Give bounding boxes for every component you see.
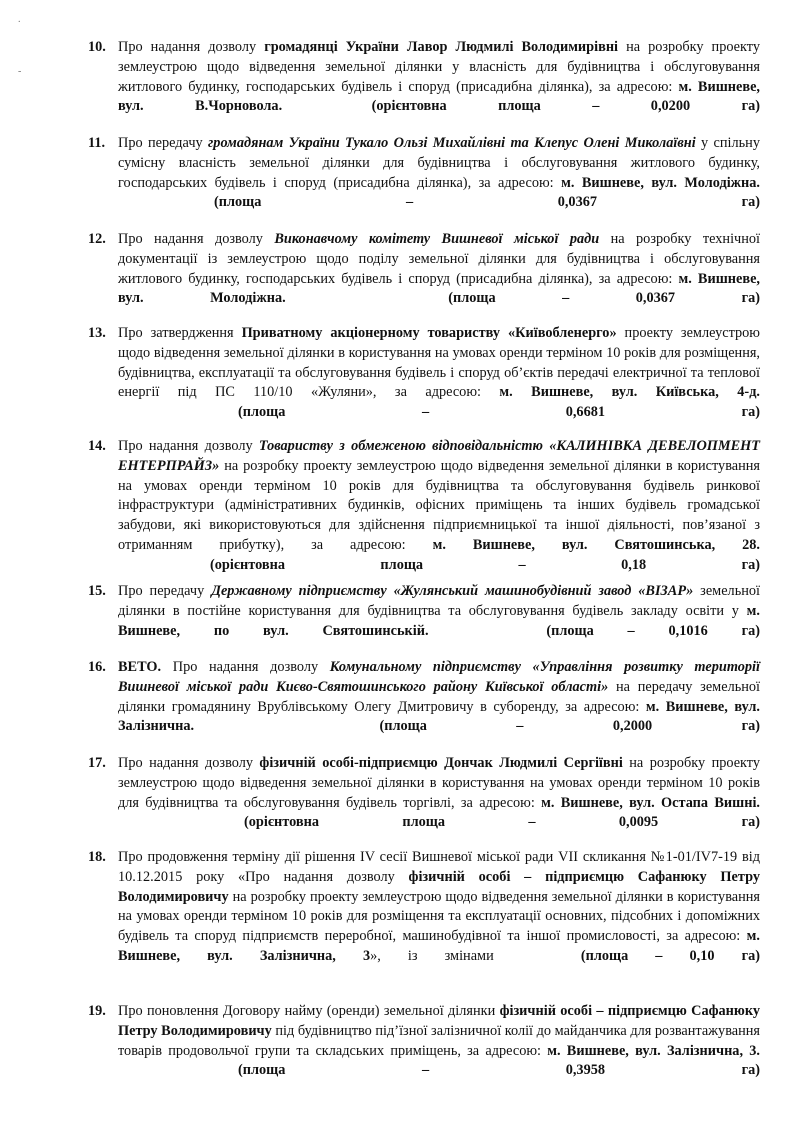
item-text: Про продовження терміну дії рішення IV сесії Вишневої міської ради VII скликання №1-01/IV7-19 від 10.12.2015 року «Про надання дозволу	[118, 849, 760, 885]
item-address: м. Вишневе, вул. Київська, 4-д.	[499, 384, 760, 401]
item-number: 13.	[88, 325, 106, 341]
item-text: під будівництво під’їзної залізничної колії до майданчика для розвантажування товарів продовольчої групи та складських приміщень, за адресою:	[118, 1022, 760, 1059]
item-text: », із змінами	[370, 947, 494, 964]
item-recipient: Державному підприємству «Жулянський машинобудівний завод «ВІЗАР»	[211, 583, 694, 599]
item-number: 16.	[88, 659, 106, 675]
item-area: (площа – 0,3958 га)	[238, 1062, 760, 1079]
item-recipient: Приватному акціонерному товариству «Київобленерго»	[241, 325, 617, 341]
item-address: м. Вишневе, вул. Молодіжна.	[118, 270, 760, 307]
item-text: Про надання дозволу	[118, 39, 265, 55]
item-area: (орієнтовна площа – 0,0200 га)	[371, 98, 760, 115]
item-area: (площа – 0,0367 га)	[214, 194, 760, 211]
list-item	[88, 658, 760, 737]
item-area: (площа – 0,1016 га)	[546, 622, 761, 639]
margin-mark: .	[18, 14, 21, 25]
item-text: на розробку проекту землеустрою щодо відведення земельної ділянки в користування на умовах оренди терміном 10 років для розміщення та експлуатації основних, підсобних і допоміжних будівель та споруд підприємств переробної, машинобудівної та іншої промисловості, за адресою:	[118, 888, 760, 945]
item-recipient: Виконавчому комітету Вишневої міської ради	[274, 231, 600, 247]
margin-mark: -	[18, 66, 22, 77]
item-text: Про передачу	[118, 135, 209, 151]
list-item	[88, 38, 760, 117]
item-recipient: фізичній особі-підприємцю Дончак Людмилі Сергіївні	[259, 755, 623, 771]
list-item	[88, 134, 760, 213]
item-text: на розробку проекту землеустрою щодо відведення земельної ділянки в користування на умовах оренди терміном 10 років для будівництва та обслуговування будівель ринкової інфраструктури (адміністративних будинків, офісних приміщень та інших будівель громадської забудови, які використовуються для здійснення підприємницької та іншої діяльності, пов’язаної з отриманням прибутку), за адресою:	[118, 457, 760, 553]
list-item	[88, 848, 760, 967]
item-number: 11.	[88, 135, 106, 151]
item-address: м. Вишневе, по вул. Святошинській.	[118, 602, 760, 639]
veto-label: ВЕТО.	[118, 659, 162, 675]
list-item	[88, 437, 760, 576]
list-item	[88, 582, 760, 641]
item-text: Про затвердження	[118, 325, 242, 341]
item-text: на передачу земельної ділянки громадянину Врублівському Олегу Дмитровичу в суборенду, за адресою:	[118, 678, 760, 715]
item-address: м. Вишневе, вул. Молодіжна.	[561, 174, 760, 191]
item-text: Про надання дозволу	[118, 231, 275, 247]
item-recipient: фізичній особі – підприємцю Сафанюку Петру Володимировичу	[118, 868, 760, 905]
item-address: м. Вишневе, вул. Залізнична.	[118, 698, 760, 735]
item-address: м. Вишневе, вул. Остапа Вишні.	[541, 794, 760, 811]
item-text: Про передачу	[118, 583, 212, 599]
item-text: у спільну сумісну власність земельної ділянки для будівництва і обслуговування житлового будинку, господарських будівель і споруд (присадибна ділянка), за адресою:	[118, 135, 760, 191]
item-area: (площа – 0,0367 га)	[448, 290, 760, 307]
item-area: (орієнтовна площа – 0,0095 га)	[244, 814, 760, 831]
item-area: (орієнтовна площа – 0,18 га)	[210, 556, 760, 573]
item-text: проекту землеустрою щодо відведення земельної ділянки в користування на умовах оренди терміном 10 років для розміщення, будівництва, експлуатації та обслуговування будівель і споруд об’єктів передачі електричної та теплової енергії під ПС 110/10 «Жуляни», за адресою:	[118, 325, 760, 401]
item-text: Про надання дозволу	[118, 755, 260, 771]
item-recipient: громадянам України Тукало Ользі Михайлівні та Клепус Олені Миколаївні	[208, 135, 696, 151]
list-item	[88, 324, 760, 423]
item-recipient: Комунальному підприємству «Управління розвитку території Вишневої міської ради Києво-Святошинського району Київської області»	[118, 659, 760, 695]
item-recipient: громадянці України Лавор Людмилі Володимирівні	[264, 39, 619, 55]
item-area: (площа – 0,10 га)	[580, 947, 760, 964]
item-text: на розробку проекту землеустрою щодо відведення земельної ділянки в користування на умовах оренди терміном 10 років для будівництва та обслуговування будівель торгівлі, за адресою:	[118, 755, 760, 811]
item-text: Про надання дозволу	[161, 659, 330, 675]
item-text: на розробку проекту землеустрою щодо відведення земельної ділянки у власність для будівництва і обслуговування житлового будинку, господарських будівель і споруд (присадибна ділянка), за адресою:	[118, 39, 760, 95]
item-number: 17.	[88, 755, 106, 771]
item-address: м. Вишневе, вул. Святошинська, 28.	[432, 536, 760, 553]
item-recipient: Товариству з обмеженою відповідальністю «КАЛИНІВКА ДЕВЕЛОПМЕНТ ЕНТЕРПРАЙЗ»	[118, 438, 760, 474]
item-number: 18.	[88, 849, 106, 865]
item-number: 14.	[88, 438, 106, 454]
item-address: м. Вишневе, вул. Залізнична, 3.	[547, 1042, 760, 1059]
item-text: на розробку технічної документації із землеустрою щодо поділу земельної ділянки для будівництва і обслуговування житлового будинку, господарських будівель і споруд (присадибна ділянка), за адресою:	[118, 231, 760, 287]
list-item	[88, 1002, 760, 1081]
item-text: земельної ділянки в постійне користування для будівництва та обслуговування будівель закладу освіти у	[118, 583, 760, 619]
list-item	[88, 754, 760, 833]
list-item	[88, 230, 760, 309]
item-address: м. Вишневе, вул. В.Чорновола.	[118, 78, 760, 115]
item-number: 10.	[88, 39, 106, 55]
item-area: (площа – 0,6681 га)	[238, 404, 760, 421]
item-text: Про поновлення Договору найму (оренди) земельної ділянки	[118, 1003, 500, 1019]
item-text: Про надання дозволу	[118, 438, 259, 454]
item-number: 19.	[88, 1003, 106, 1019]
item-area: (площа – 0,2000 га)	[379, 718, 760, 735]
item-recipient: фізичній особі – підприємцю Сафанюку Петру Володимировичу	[118, 1003, 761, 1039]
item-number: 15.	[88, 583, 106, 599]
item-address: м. Вишневе, вул. Залізнична, 3	[118, 928, 760, 964]
item-number: 12.	[88, 231, 106, 247]
